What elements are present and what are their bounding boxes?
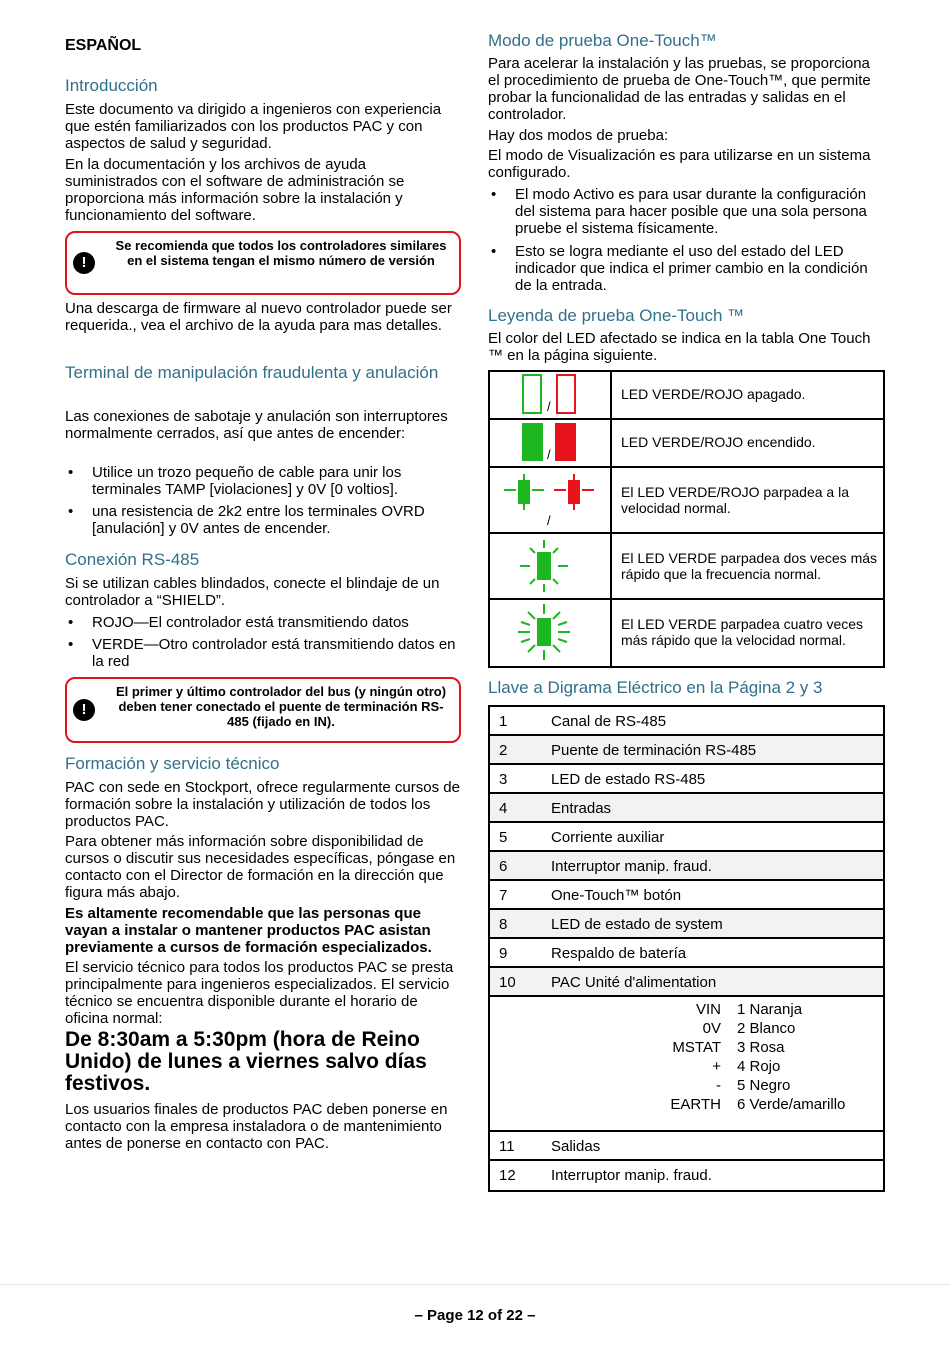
onetouch-paragraph-3: El modo de Visualización es para utilizarse en un sistema configurado. (488, 147, 871, 181)
table-row: 11 Salidas (490, 1132, 883, 1161)
footer-divider (0, 1284, 950, 1285)
table-row: 2 Puente de terminación RS-485 (490, 736, 883, 765)
psu-pin: EARTH 6 Verde/amarillo (670, 1096, 846, 1113)
psu-pin: MSTAT 3 Rosa (672, 1039, 785, 1056)
intro-paragraph-1: Este documento va dirigido a ingenieros con experiencia que estén familiarizados con los productos PAC y con aspectos de salud y seguridad. (65, 101, 442, 152)
intro-paragraph-3: Una descarga de firmware al nuevo controlador puede ser requerida., vea el archivo de la ayuda para mas detalles. (65, 300, 452, 334)
onetouch-bullet-2: • Esto se logra mediante el uso del estado del LED indicador que indica el primer cambio en la condición de la entrada. (488, 243, 885, 294)
table-row: 9 Respaldo de batería (490, 939, 883, 968)
psu-pin: VIN 1 Naranja (695, 1001, 803, 1018)
training-paragraph-2: Para obtener más información sobre disponibilidad de cursos o discutir sus necesidades específicas, póngase en contacto con el Director de formación en la dirección que figura más abajo. (65, 833, 456, 901)
exclamation-icon: ! (73, 252, 95, 274)
table-row: 12 Interruptor manip. fraud. (499, 1167, 712, 1184)
psu-pin: 0V 2 Blanco (702, 1020, 796, 1037)
psu-pin: - 5 Negro (716, 1077, 791, 1094)
tamper-heading: Terminal de manipulación fraudulenta y anulación (65, 363, 439, 382)
legend-row-text: El LED VERDE parpadea dos veces más rápido que la frecuencia normal. (621, 550, 878, 582)
table-row: 3 LED de estado RS-485 (490, 765, 883, 794)
page-number: – Page 12 of 22 – (414, 1307, 536, 1324)
slash-separator: / (547, 513, 551, 528)
led-blink-icon (490, 468, 612, 532)
termination-warning-text: El primer y último controlador del bus (y ningún otro) deben tener conectado el puente de terminación RS-485 (fijado en IN). (115, 684, 447, 729)
intro-paragraph-2: En la documentación y los archivos de ayuda suministrados con el software de administración se proporciona más información sobre la instalación y funcionamiento del software. (65, 156, 405, 224)
led-blink-double-icon (490, 534, 612, 598)
legend-heading: Leyenda de prueba One-Touch ™ (488, 306, 745, 325)
training-paragraph-5: Los usuarios finales de productos PAC deben ponerse en contacto con la empresa instaladora o de mantenimiento antes de ponerse en contacto con PAC. (65, 1101, 448, 1152)
table-row: 8 LED de estado de system (490, 910, 883, 939)
onetouch-bullet-1: • El modo Activo es para usar durante la configuración del sistema para hacer posible que una sola persona pruebe el sistema físicamente. (488, 186, 885, 237)
legend-paragraph: El color del LED afectado se indica en la tabla One Touch ™ en la página siguiente. (488, 330, 871, 364)
table-row: 6 Interruptor manip. fraud. (490, 852, 883, 881)
version-warning-text: Se recomienda que todos los controladores similares en el sistema tengan el mismo número de versión (115, 238, 447, 268)
legend-row-off (490, 372, 883, 420)
onetouch-paragraph-1: Para acelerar la instalación y las pruebas, se proporciona el procedimiento de prueba de One-Touch™, que permite probar la funcionalidad de las entradas y salidas en el controlador. (488, 55, 871, 123)
slash-separator: / (547, 399, 551, 414)
led-off-icon (490, 372, 612, 418)
legend-row-text: El LED VERDE parpadea cuatro veces más rápido que la velocidad normal. (621, 616, 864, 648)
training-paragraph-4: El servicio técnico para todos los productos PAC se presta principalmente para ingenieros especializados. El servicio técnico se encuentra disponible durante el horario de oficina normal: (65, 959, 454, 1027)
termination-warning-box (65, 677, 461, 743)
table-row: 1 Canal de RS-485 (490, 707, 883, 736)
psu-pin: + 4 Rojo (712, 1058, 781, 1075)
office-hours: De 8:30am a 5:30pm (hora de Reino Unido) de lunes a viernes salvo días festivos. (65, 1028, 427, 1095)
exclamation-icon: ! (73, 699, 95, 721)
tamper-bullet-1: • Utilice un trozo pequeño de cable para unir los terminales TAMP [violaciones] y 0V [0 voltios]. (65, 464, 460, 498)
training-paragraph-1: PAC con sede en Stockport, ofrece regularmente cursos de formación sobre la instalación y utilización de todos los productos PAC. (65, 779, 460, 830)
psu-pinout (490, 997, 883, 1132)
onetouch-paragraph-2: Hay dos modos de prueba: (488, 127, 669, 144)
legend-row-on (490, 420, 883, 468)
training-paragraph-3: Es altamente recomendable que las personas que vayan a instalar o mantener productos PAC asistan previamente a cursos de formación especializados. (65, 905, 432, 956)
led-on-icon (490, 420, 612, 466)
led-blink-quad-icon (490, 600, 612, 666)
rs485-bullet-1: • ROJO—El controlador está transmitiendo datos (65, 614, 460, 631)
key-heading: Llave a Digrama Eléctrico en la Página 2 y 3 (488, 678, 823, 697)
rs485-heading: Conexión RS-485 (65, 550, 200, 569)
rs485-paragraph: Si se utilizan cables blindados, conecte el blindaje de un controlador a “SHIELD”. (65, 575, 440, 609)
version-warning-box (65, 231, 461, 295)
table-row: 7 One-Touch™ botón (490, 881, 883, 910)
onetouch-heading: Modo de prueba One-Touch™ (488, 31, 717, 50)
intro-heading: Introducción (65, 76, 158, 95)
slash-separator: / (547, 447, 551, 462)
table-row: 5 Corriente auxiliar (490, 823, 883, 852)
legend-row-text: El LED VERDE/ROJO parpadea a la velocidad normal. (621, 484, 849, 516)
tamper-paragraph: Las conexiones de sabotaje y anulación son interruptores normalmente cerrados, así que antes de encender: (65, 408, 448, 442)
table-row: 10 PAC Unité d'alimentation (490, 968, 883, 997)
wiring-key-table (488, 705, 885, 1192)
table-row: 4 Entradas (490, 794, 883, 823)
legend-row-text: LED VERDE/ROJO apagado. (621, 386, 806, 402)
language-label: ESPAÑOL (65, 37, 142, 54)
tamper-bullet-2: • una resistencia de 2k2 entre los terminales OVRD [anulación] y 0V antes de encender. (65, 503, 460, 537)
legend-row-blink-double (490, 534, 883, 600)
legend-row-blink-quad (490, 600, 883, 666)
rs485-bullet-2: • VERDE—Otro controlador está transmitiendo datos en la red (65, 636, 460, 670)
legend-row-text: LED VERDE/ROJO encendido. (621, 434, 816, 450)
training-heading: Formación y servicio técnico (65, 754, 280, 773)
led-legend-table (488, 370, 885, 668)
legend-row-blink (490, 468, 883, 534)
